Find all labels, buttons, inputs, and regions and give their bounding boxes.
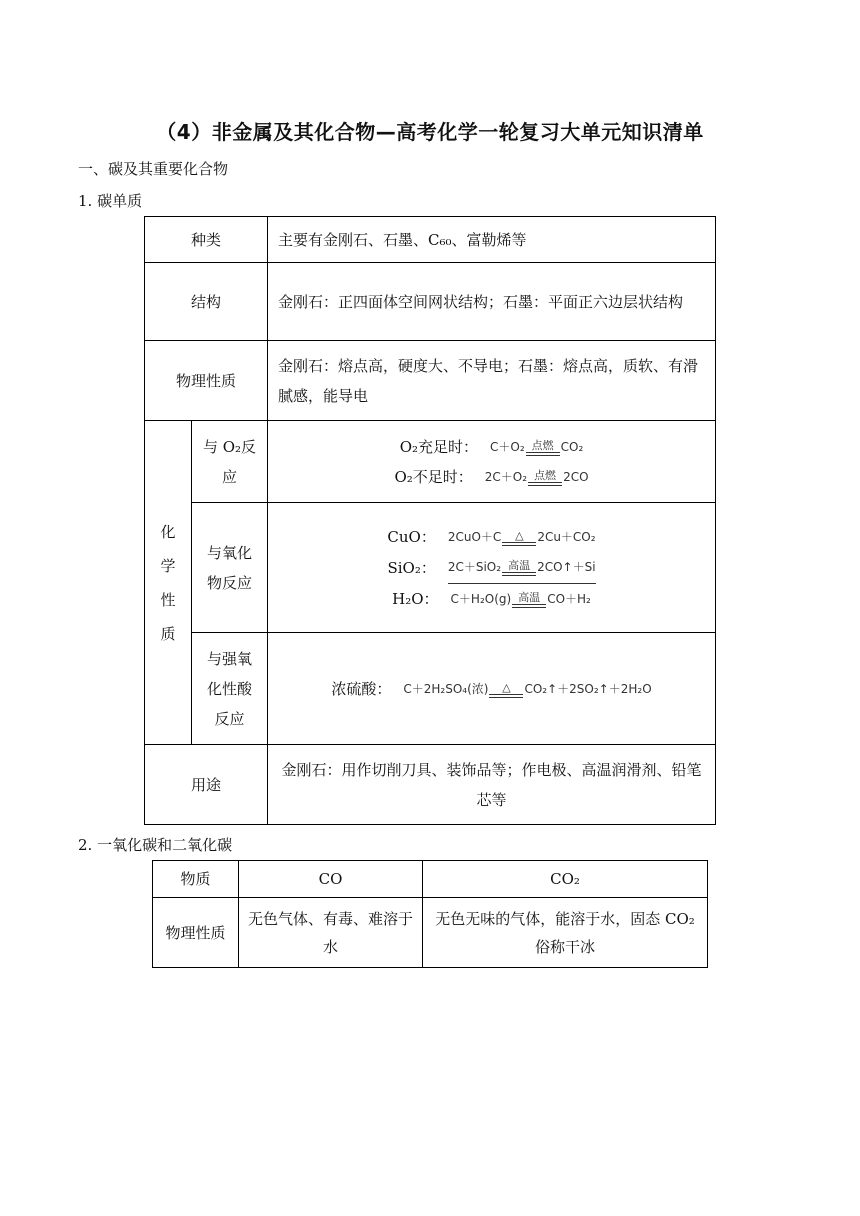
- row-label-use: 用途: [145, 745, 268, 825]
- reactants: 2CuO＋C: [447, 529, 502, 544]
- condition: △: [502, 680, 511, 694]
- equation-line: [278, 462, 705, 492]
- row-label-kind: 种类: [145, 217, 268, 263]
- cell-physical-value: 金刚石：熔点高，硬度大、不导电；石墨：熔点高，质软、有滑腻感，能导电: [268, 341, 716, 421]
- products: CO₂: [560, 439, 584, 454]
- equation-line: [278, 552, 705, 584]
- header-substance: 物质: [153, 861, 239, 898]
- products: 2CO: [563, 469, 589, 484]
- subheading-carbon-element: 1. 碳单质: [78, 192, 143, 210]
- reaction-arrow: [526, 440, 560, 462]
- reaction-arrow: [502, 530, 536, 552]
- equation-line: [278, 432, 705, 462]
- vertical-char: 质: [160, 624, 176, 643]
- equation: [403, 674, 651, 704]
- cell-structure-value: 金刚石：正四面体空间网状结构；石墨：平面正六边层状结构: [268, 263, 716, 341]
- equation-line: [278, 584, 705, 614]
- reactants: C＋O₂: [490, 439, 525, 454]
- vertical-char: 学: [160, 556, 176, 575]
- reaction-arrow: [489, 682, 523, 704]
- label-with-oxide: 与氧化物反应: [192, 503, 268, 633]
- reaction-arrow: [512, 592, 546, 614]
- equation-label: 浓硫酸：: [331, 679, 392, 698]
- reactants: 2C＋O₂: [484, 469, 528, 484]
- equation-label: H₂O：: [392, 589, 439, 608]
- cell-use-value: 金刚石：用作切削刀具、装饰品等；作电极、高温润滑剂、铅笔芯等: [268, 745, 716, 825]
- equation: [490, 432, 583, 462]
- equation-line: [278, 674, 705, 704]
- cell-acid-reaction: [268, 633, 716, 745]
- row-label-physical: 物理性质: [145, 341, 268, 421]
- page-title: （4）非金属及其化合物—高考化学一轮复习大单元知识清单: [156, 120, 704, 144]
- equation: [448, 522, 596, 552]
- carbon-element-table: [144, 216, 716, 825]
- reaction-arrow: [502, 560, 536, 582]
- subheading-co-co2: 2. 一氧化碳和二氧化碳: [78, 836, 233, 854]
- condition: 点燃: [531, 438, 554, 452]
- condition: △: [515, 528, 524, 542]
- condition: 高温: [508, 558, 531, 572]
- reactants: C＋2H₂SO₄(浓): [403, 681, 489, 696]
- label-with-acid: 与强氧化性酸反应: [192, 633, 268, 745]
- products: 2CO↑＋Si: [537, 559, 596, 574]
- condition: 点燃: [534, 468, 557, 482]
- equation-label: SiO₂：: [387, 558, 436, 577]
- condition: 高温: [518, 590, 541, 604]
- equation: [485, 462, 589, 492]
- reactants: 2C＋SiO₂: [447, 559, 502, 574]
- cell-co-physical: 无色气体、有毒、难溶于水: [239, 898, 423, 968]
- vertical-char: 性: [160, 590, 176, 609]
- cell-kind-value: 主要有金刚石、石墨、C₆₀、富勒烯等: [268, 217, 716, 263]
- row-label-physical: 物理性质: [153, 898, 239, 968]
- equation-line: [278, 522, 705, 552]
- products: CO₂↑＋2SO₂↑＋2H₂O: [524, 681, 652, 696]
- cell-co2-physical: 无色无味的气体，能溶于水，固态 CO₂俗称干冰: [423, 898, 708, 968]
- equation-label: O₂充足时：: [399, 437, 479, 456]
- row-label-chemical: [145, 421, 192, 745]
- equation-label: CuO：: [387, 527, 436, 546]
- cell-oxide-reactions: [268, 503, 716, 633]
- cell-o2-reactions: [268, 421, 716, 503]
- header-co: CO: [239, 861, 423, 898]
- co-co2-table: [152, 860, 708, 968]
- products: CO＋H₂: [547, 591, 591, 606]
- equation: [451, 584, 591, 614]
- equation: [448, 552, 596, 584]
- products: 2Cu＋CO₂: [537, 529, 596, 544]
- header-co2: CO₂: [423, 861, 708, 898]
- equation-label: O₂不足时：: [394, 467, 473, 486]
- vertical-char: 化: [160, 522, 176, 541]
- reactants: C＋H₂O(g): [450, 591, 512, 606]
- row-label-structure: 结构: [145, 263, 268, 341]
- section-heading-carbon: 一、碳及其重要化合物: [78, 160, 229, 178]
- label-with-o2: 与 O₂反应: [192, 421, 268, 503]
- reaction-arrow: [528, 470, 562, 492]
